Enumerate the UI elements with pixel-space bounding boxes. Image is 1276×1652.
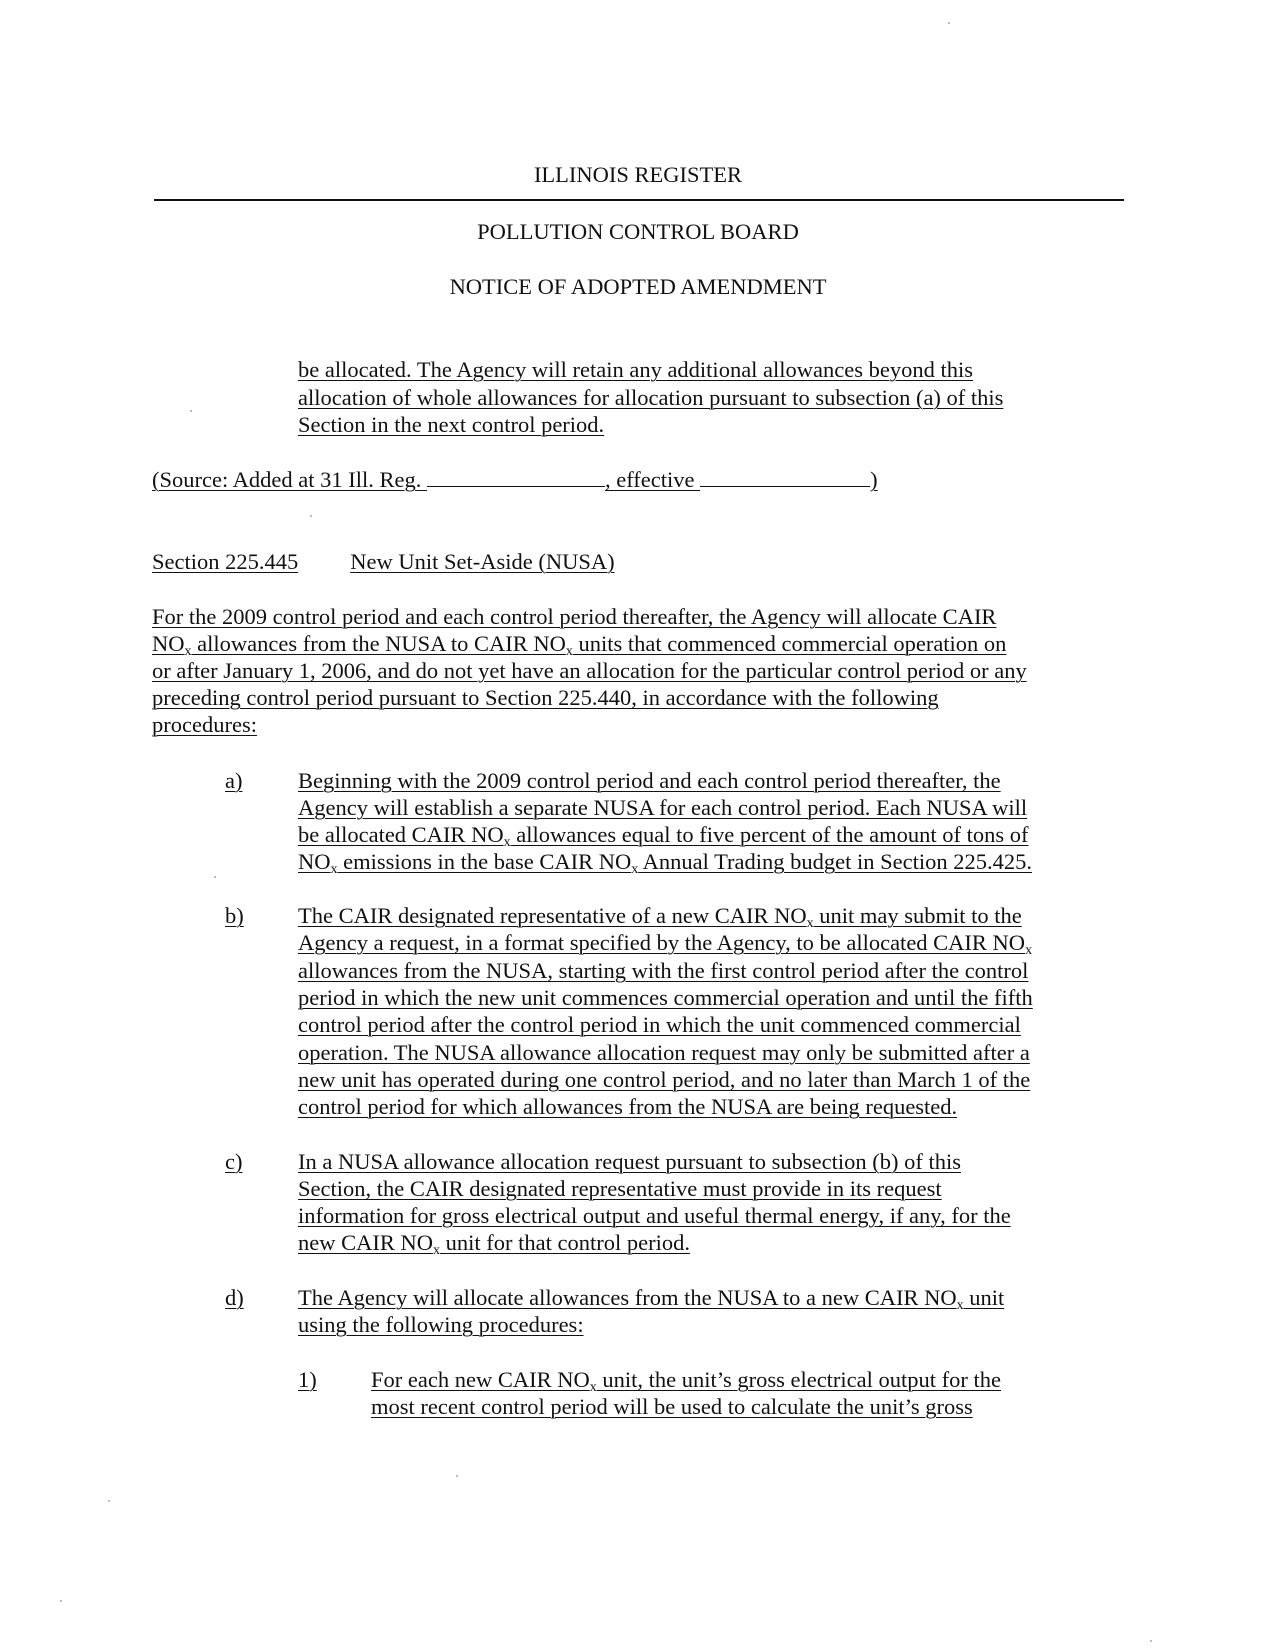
text-span: unit, the unit’s gross electrical output for the bbox=[596, 1367, 1002, 1392]
text-span: new CAIR NO bbox=[298, 1230, 433, 1255]
subsection-label: d) bbox=[225, 1285, 244, 1310]
text-line: control period for which allowances from the NUSA are being requested. bbox=[298, 1094, 958, 1119]
text-span: Annual Trading budget in Section 225.425. bbox=[638, 849, 1032, 874]
text-span: NO bbox=[298, 849, 331, 874]
board-name: POLLUTION CONTROL BOARD bbox=[477, 219, 799, 244]
subscript: x bbox=[806, 916, 814, 931]
scan-speck bbox=[1150, 1640, 1152, 1642]
subscript: x bbox=[956, 1298, 964, 1313]
subscript: x bbox=[433, 1243, 440, 1258]
text-line: operation. The NUSA allowance allocation request may only be submitted after a bbox=[298, 1040, 1030, 1065]
text-line: using the following procedures: bbox=[298, 1312, 584, 1337]
section-title: New Unit Set-Aside (NUSA) bbox=[350, 549, 615, 574]
source-prefix: (Source: Added at 31 Ill. Reg. bbox=[152, 467, 422, 492]
register-title: ILLINOIS REGISTER bbox=[533, 162, 743, 187]
text-span: allowances equal to five percent of the amount of tons of bbox=[510, 822, 1029, 847]
text-span: The Agency will allocate allowances from the NUSA to a new CAIR NO bbox=[298, 1285, 957, 1310]
section-number: Section 225.445 bbox=[152, 549, 299, 574]
text-line bbox=[298, 1229, 690, 1257]
text-span: NO bbox=[152, 631, 185, 656]
text-line: For the 2009 control period and each control period thereafter, the Agency will allocate CAIR bbox=[152, 604, 997, 629]
text-line: period in which the new unit commences commercial operation and until the fifth bbox=[298, 985, 1033, 1010]
text-line: control period after the control period in which the unit commenced commercial bbox=[298, 1012, 1021, 1037]
text-line: or after January 1, 2006, and do not yet have an allocation for the particular control period or any bbox=[152, 658, 1027, 683]
subscript: x bbox=[589, 1380, 597, 1395]
text-span: The CAIR designated representative of a new CAIR NO bbox=[298, 903, 807, 928]
header-rule bbox=[154, 199, 1124, 201]
subsection-label: c) bbox=[225, 1149, 243, 1174]
text-span: unit may submit to the bbox=[813, 903, 1022, 928]
section-heading bbox=[152, 548, 615, 576]
source-note bbox=[152, 466, 878, 494]
subscript: x bbox=[503, 835, 511, 850]
source-suffix: ) bbox=[870, 467, 878, 492]
subsection-label: 1) bbox=[298, 1367, 317, 1392]
text-line bbox=[298, 929, 1032, 957]
subsection-label: a) bbox=[225, 768, 243, 793]
source-effective: , effective bbox=[604, 467, 695, 492]
text-line: Section, the CAIR designated representative must provide in its request bbox=[298, 1176, 942, 1201]
scan-speck bbox=[190, 410, 192, 412]
text-line: information for gross electrical output and useful thermal energy, if any, for the bbox=[298, 1203, 1011, 1228]
text-line: allowances from the NUSA, starting with the first control period after the control bbox=[298, 958, 1029, 983]
text-line bbox=[298, 1284, 1004, 1312]
subscript: x bbox=[631, 862, 639, 877]
text-span: emissions in the base CAIR NO bbox=[337, 849, 632, 874]
text-line bbox=[371, 1366, 1001, 1394]
text-line: Agency will establish a separate NUSA for each control period. Each NUSA will bbox=[298, 795, 1028, 820]
text-span: unit for that control period. bbox=[440, 1230, 690, 1255]
notice-title: NOTICE OF ADOPTED AMENDMENT bbox=[449, 274, 827, 299]
text-line: most recent control period will be used to calculate the unit’s gross bbox=[371, 1394, 973, 1419]
subscript: x bbox=[330, 862, 338, 877]
scan-speck bbox=[948, 22, 950, 24]
text-line: new unit has operated during one control period, and no later than March 1 of the bbox=[298, 1067, 1031, 1092]
text-span: be allocated CAIR NO bbox=[298, 822, 504, 847]
effective-blank bbox=[700, 466, 870, 487]
text-span: allowances from the NUSA to CAIR NO bbox=[191, 631, 566, 656]
text-line: Section in the next control period. bbox=[298, 412, 605, 437]
register-blank bbox=[427, 466, 605, 487]
text-line: preceding control period pursuant to Section 225.440, in accordance with the following bbox=[152, 685, 939, 710]
text-line bbox=[298, 848, 1032, 876]
text-line: Beginning with the 2009 control period and each control period thereafter, the bbox=[298, 768, 1001, 793]
text-line: In a NUSA allowance allocation request pursuant to subsection (b) of this bbox=[298, 1149, 961, 1174]
text-line: allocation of whole allowances for allocation pursuant to subsection (a) of this bbox=[298, 385, 1004, 410]
text-span: For each new CAIR NO bbox=[371, 1367, 590, 1392]
text-line bbox=[298, 902, 1022, 930]
text-line bbox=[152, 630, 1006, 658]
scan-speck bbox=[310, 515, 312, 517]
text-span: unit bbox=[963, 1285, 1005, 1310]
text-line: procedures: bbox=[152, 712, 257, 737]
scan-speck bbox=[456, 1475, 458, 1477]
text-span: units that commenced commercial operation on bbox=[572, 631, 1007, 656]
subsection-label: b) bbox=[225, 903, 244, 928]
scan-speck bbox=[214, 876, 216, 878]
text-line bbox=[298, 821, 1029, 849]
subscript: x bbox=[565, 644, 573, 659]
scan-speck bbox=[108, 1500, 110, 1502]
text-span: Agency a request, in a format specified by the Agency, to be allocated CAIR NO bbox=[298, 930, 1026, 955]
subscript: x bbox=[1025, 943, 1033, 958]
scan-speck bbox=[60, 1600, 62, 1602]
subscript: x bbox=[184, 644, 192, 659]
text-line: be allocated. The Agency will retain any additional allowances beyond this bbox=[298, 357, 973, 382]
